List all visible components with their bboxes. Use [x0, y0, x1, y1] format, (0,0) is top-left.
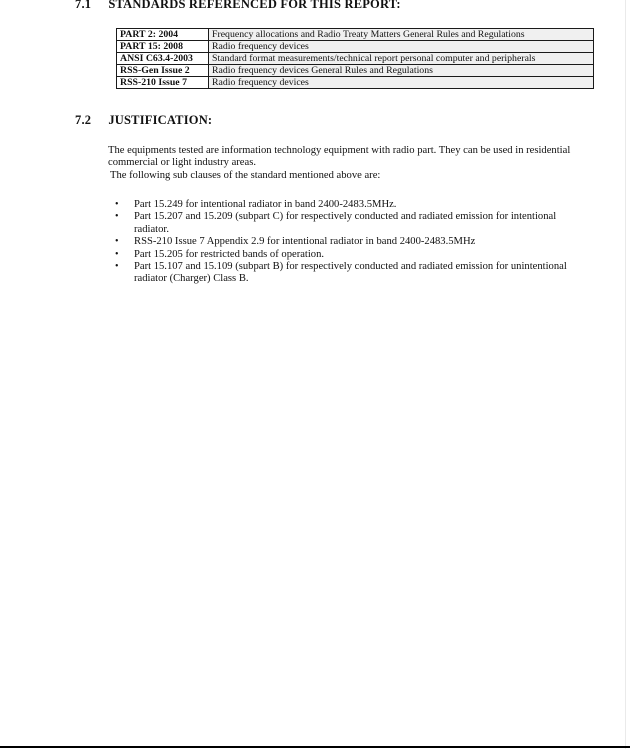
list-item — [110, 236, 570, 248]
bullet-icon: • — [115, 236, 119, 248]
list-item — [110, 199, 570, 211]
list-item — [110, 261, 570, 286]
section-title: STANDARDS REFERENCED FOR THIS REPORT: — [108, 0, 401, 11]
clause-text: Part 15.207 and 15.209 (subpart C) for respectively conducted and radiated emission for intentional radiator. — [134, 211, 557, 235]
standard-code: PART 15: 2008 — [117, 41, 209, 53]
table-row — [117, 65, 594, 77]
clause-text: Part 15.205 for restricted bands of operation. — [134, 248, 325, 260]
section-number: 7.1 — [75, 0, 92, 11]
standard-code: ANSI C63.4-2003 — [117, 53, 209, 65]
table-row — [117, 41, 594, 53]
list-item — [110, 211, 570, 236]
table-row — [117, 77, 594, 89]
justification-paragraph: The equipments tested are information technology equipment with radio part. They can be used in residential commercial or light industry areas. — [108, 145, 571, 169]
table-row — [117, 53, 594, 65]
section-7-1-heading — [75, 0, 401, 12]
standard-code: RSS-210 Issue 7 — [117, 77, 209, 89]
standard-description: Radio frequency devices — [209, 77, 594, 89]
bullet-icon: • — [115, 261, 119, 273]
clause-text: Part 15.107 and 15.109 (subpart B) for respectively conducted and radiated emission for unintentional radiator (Charger) Class B. — [134, 261, 567, 285]
standard-code: RSS-Gen Issue 2 — [117, 65, 209, 77]
clauses-intro: The following sub clauses of the standard mentioned above are: — [110, 170, 381, 181]
bullet-icon: • — [115, 211, 119, 223]
page-edge — [625, 0, 626, 749]
section-number: 7.2 — [75, 113, 92, 127]
standard-description: Radio frequency devices — [209, 41, 594, 53]
table-row — [117, 29, 594, 41]
footer-divider — [0, 746, 630, 748]
standards-table — [116, 28, 594, 89]
clauses-list — [110, 199, 570, 286]
clause-text: Part 15.249 for intentional radiator in band 2400-2483.5MHz. — [134, 199, 397, 210]
list-item — [110, 249, 570, 261]
standard-description: Radio frequency devices General Rules and Regulations — [209, 65, 594, 77]
section-7-2-heading — [75, 113, 212, 128]
bullet-icon: • — [115, 248, 119, 260]
standard-description: Frequency allocations and Radio Treaty Matters General Rules and Regulations — [209, 29, 594, 41]
standard-description: Standard format measurements/technical report personal computer and peripherals — [209, 53, 594, 65]
bullet-icon: • — [115, 199, 119, 210]
standard-code: PART 2: 2004 — [117, 29, 209, 41]
section-title: JUSTIFICATION: — [108, 113, 213, 127]
clause-text: RSS-210 Issue 7 Appendix 2.9 for intentional radiator in band 2400-2483.5MHz — [134, 236, 476, 248]
